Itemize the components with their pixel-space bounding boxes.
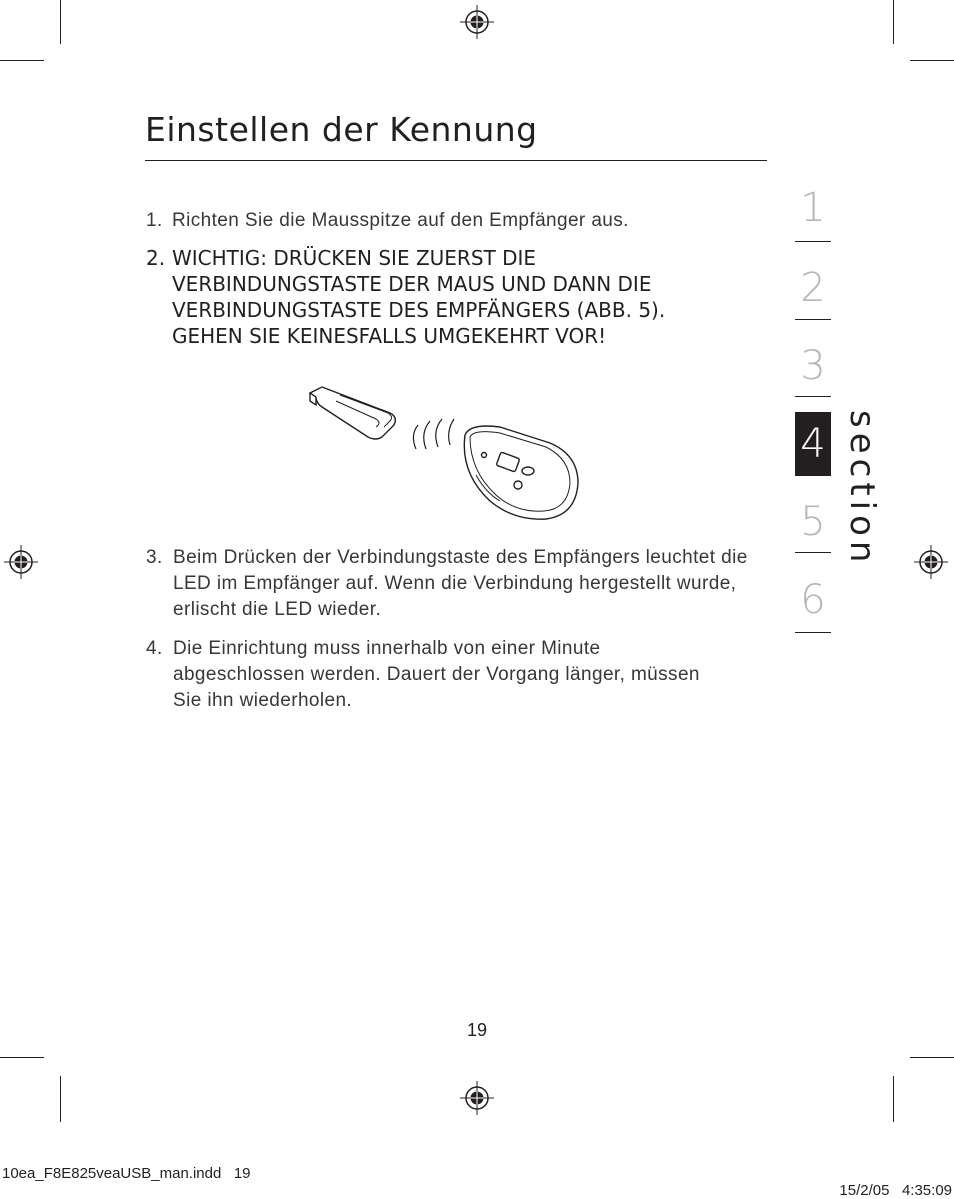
crop-mark <box>910 1057 954 1058</box>
section-tab-5[interactable]: 5 <box>800 499 826 545</box>
crop-mark <box>893 0 894 44</box>
registration-mark-icon <box>4 545 38 579</box>
page-title: Einstellen der Kennung <box>145 110 538 149</box>
step-text: Richten Sie die Mausspitze auf den Empfänger aus. <box>172 210 629 231</box>
crop-mark <box>910 60 954 61</box>
section-divider <box>795 319 831 320</box>
section-tab-2[interactable]: 2 <box>800 265 826 311</box>
step-number: 4. <box>146 638 163 659</box>
step-text: WICHTIG: DRÜCKEN SIE ZUERST DIE VERBINDUNGSTASTE DER MAUS UND DANN DIE VERBINDUNGSTASTE DES EMPFÄNGERS (ABB. 5). GEHEN SIE KEINESFALLS UMGEKEHRT VOR! <box>172 246 666 348</box>
section-divider <box>795 552 831 553</box>
slug-date: 15/2/05 <box>839 1182 890 1199</box>
section-divider <box>795 632 831 633</box>
registration-mark-icon <box>460 5 494 39</box>
registration-mark-icon <box>914 545 948 579</box>
step-2-warning <box>146 245 766 349</box>
mouse-receiver-illustration <box>300 375 590 525</box>
step-number: 3. <box>146 547 163 568</box>
section-divider <box>795 396 831 397</box>
step-3 <box>146 545 766 623</box>
step-text: Beim Drücken der Verbindungstaste des Empfängers leuchtet die LED im Empfänger auf. Wenn die Verbindung hergestellt wurde, erlischt die LED wieder. <box>173 547 748 620</box>
signal-waves-icon <box>413 419 454 449</box>
crop-mark <box>60 0 61 44</box>
crop-mark <box>0 1057 44 1058</box>
step-1 <box>146 208 766 234</box>
registration-mark-icon <box>460 1081 494 1115</box>
usb-receiver-icon <box>310 387 395 439</box>
mouse-icon <box>464 426 578 519</box>
crop-mark <box>893 1076 894 1122</box>
step-number: 2. <box>146 246 166 270</box>
section-tab-6[interactable]: 6 <box>800 577 826 623</box>
step-number: 1. <box>146 210 163 231</box>
step-text: Die Einrichtung muss innerhalb von einer Minute abgeschlossen werden. Dauert der Vorgang länger, müssen Sie ihn wiederholen. <box>173 638 700 711</box>
page-number: 19 <box>466 1020 488 1040</box>
crop-mark <box>0 60 44 61</box>
section-tab-1[interactable]: 1 <box>800 185 826 231</box>
section-tab-4-active[interactable]: 4 <box>795 412 831 476</box>
step-4 <box>146 636 766 714</box>
slug-filename: 10ea_F8E825veaUSB_man.indd 19 <box>2 1165 251 1182</box>
title-divider <box>145 160 767 161</box>
section-tab-3[interactable]: 3 <box>800 343 826 389</box>
section-divider <box>795 241 831 242</box>
section-label: section <box>842 410 882 568</box>
slug-datetime <box>831 1165 952 1199</box>
slug-time: 4:35:09 <box>901 1182 952 1199</box>
crop-mark <box>60 1076 61 1122</box>
